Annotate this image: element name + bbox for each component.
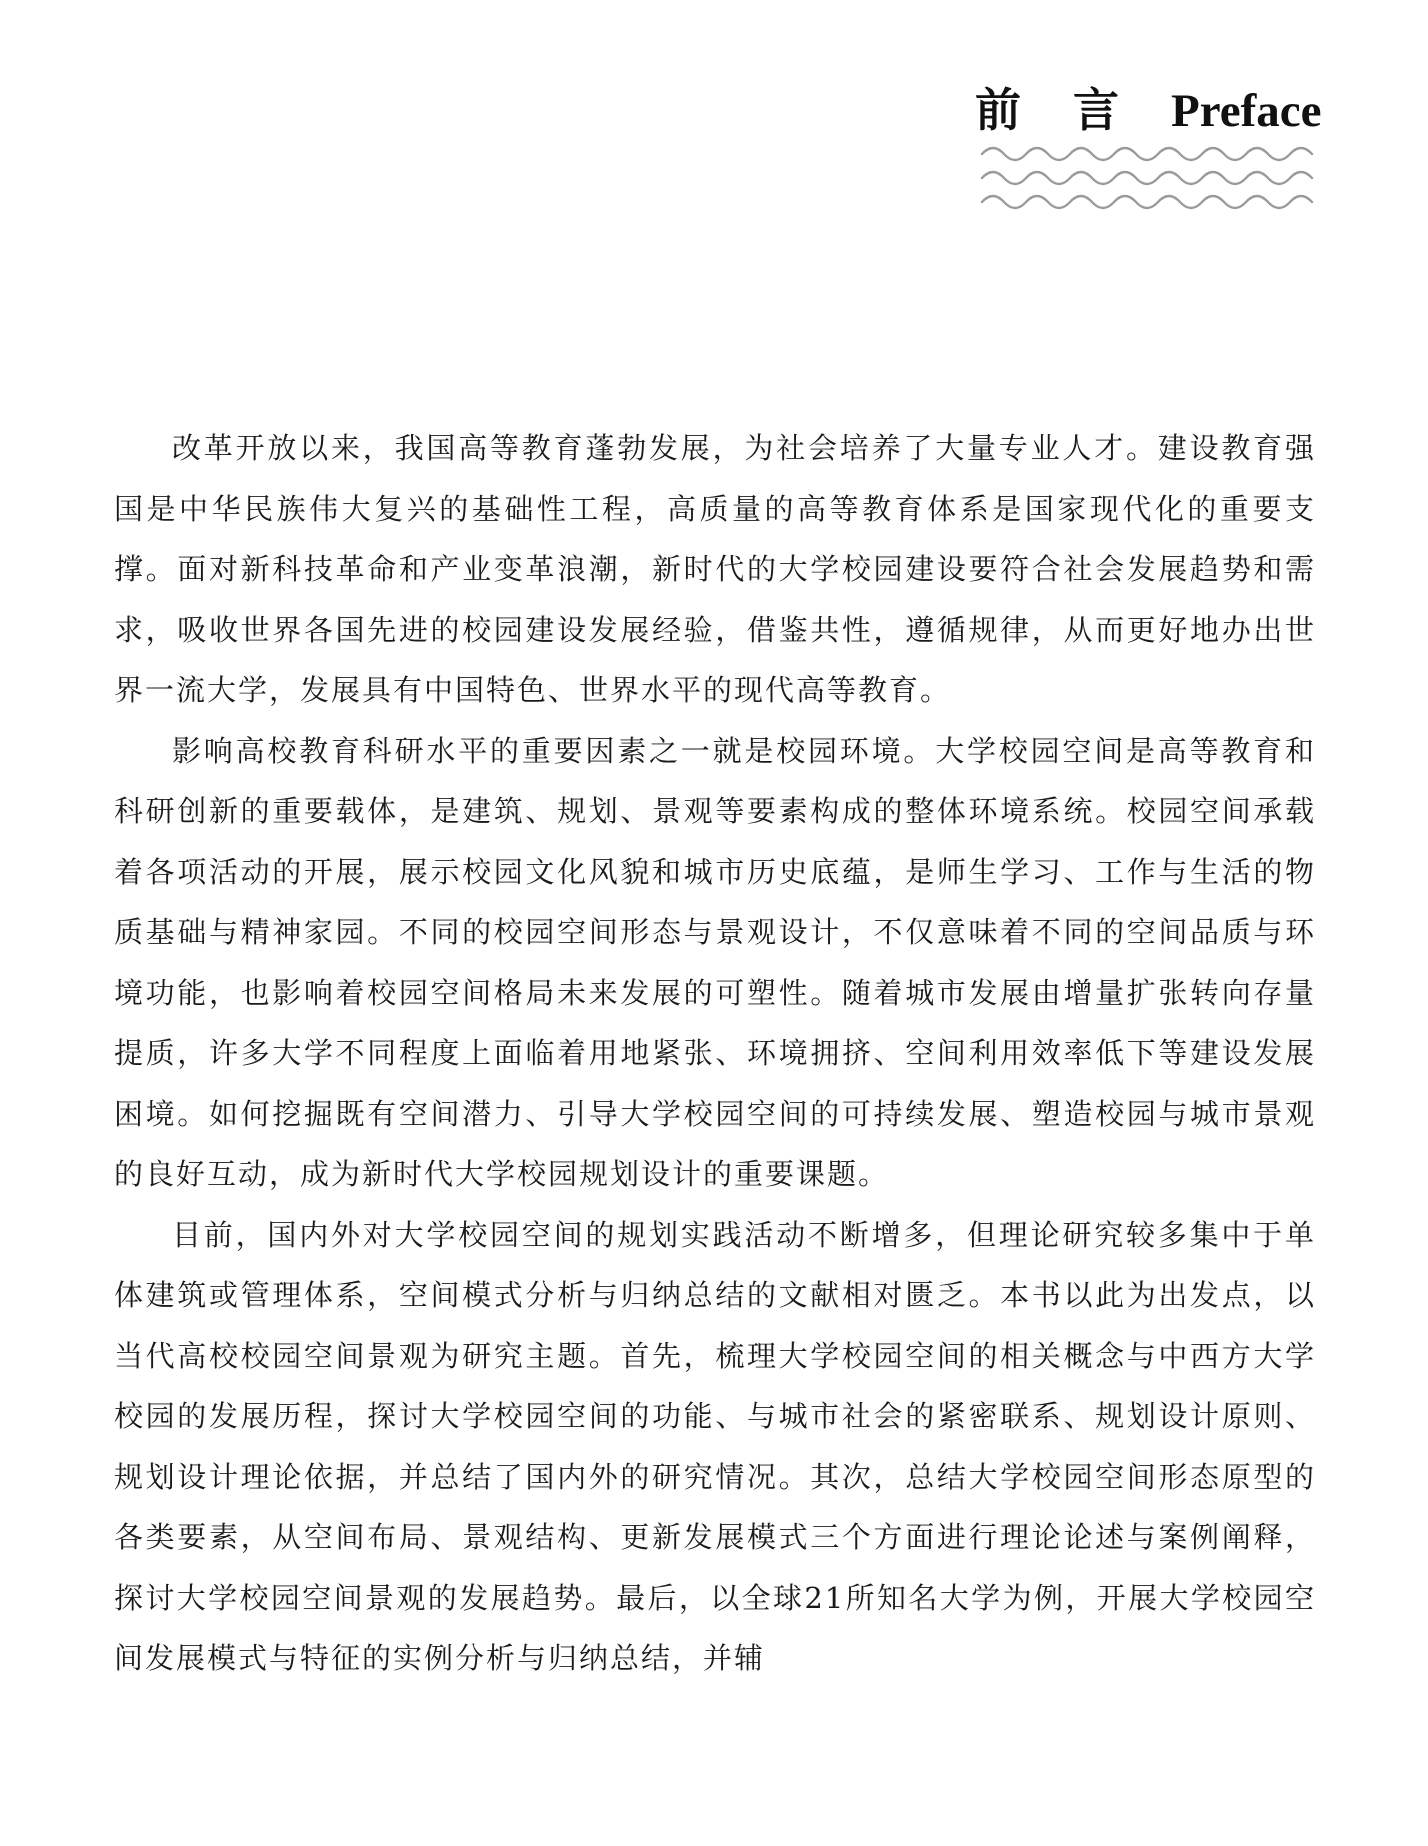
paragraph-3: 目前，国内外对大学校园空间的规划实践活动不断增多，但理论研究较多集中于单体建筑或管理体系，空间模式分析与归纳总结的文献相对匮乏。本书以此为出发点，以当代高校校园空间景观为研究主题。首先，梳理大学校园空间的相关概念与中西方大学校园的发展历程，探讨大学校园空间的功能、与城市社会的紧密联系、规划设计原则、规划设计理论依据，并总结了国内外的研究情况。其次，总结大学校园空间形态原型的各类要素，从空间布局、景观结构、更新发展模式三个方面进行理论论述与案例阐释，探讨大学校园空间景观的发展趋势。最后，以全球21所知名大学为例，开展大学校园空间发展模式与特征的实例分析与归纳总结，并辅 [114, 1217, 1316, 1675]
paragraph-2: 影响高校教育科研水平的重要因素之一就是校园环境。大学校园空间是高等教育和科研创新的重要载体，是建筑、规划、景观等要素构成的整体环境系统。校园空间承载着各项活动的开展，展示校园文化风貌和城市历史底蕴，是师生学习、工作与生活的物质基础与精神家园。不同的校园空间形态与景观设计，不仅意味着不同的空间品质与环境功能，也影响着校园空间格局未来发展的可塑性。随着城市发展由增量扩张转向存量提质，许多大学不同程度上面临着用地紧张、环境拥挤、空间利用效率低下等建设发展困境。如何挖掘既有空间潜力、引导大学校园空间的可持续发展、塑造校园与城市景观的良好互动，成为新时代大学校园规划设计的重要课题。 [114, 733, 1316, 1191]
wave-ornament-icon [980, 140, 1315, 220]
page-header [975, 80, 1322, 141]
title-chinese: 前言 [975, 83, 1171, 137]
title-english: Preface [1171, 85, 1322, 137]
page-title [975, 80, 1322, 141]
paragraph-1: 改革开放以来，我国高等教育蓬勃发展，为社会培养了大量专业人才。建设教育强国是中华民族伟大复兴的基础性工程，高质量的高等教育体系是国家现代化的重要支撑。面对新科技革命和产业变革浪潮，新时代的大学校园建设要符合社会发展趋势和需求，吸收世界各国先进的校园建设发展经验，借鉴共性，遵循规律，从而更好地办出世界一流大学，发展具有中国特色、世界水平的现代高等教育。 [114, 431, 1316, 707]
preface-body [114, 418, 1316, 1689]
